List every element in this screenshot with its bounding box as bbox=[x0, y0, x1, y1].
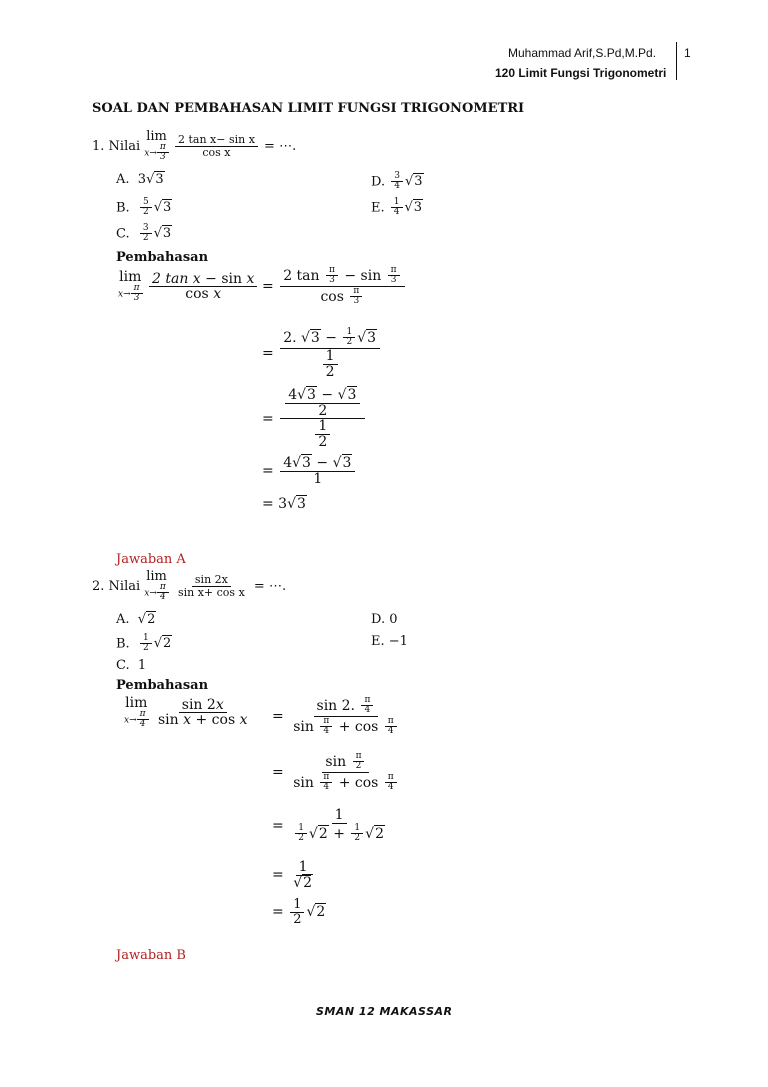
problem1-step5: = 3√3 bbox=[262, 496, 306, 512]
problem2-equals: = ⋯. bbox=[253, 578, 287, 594]
problem2-answer: Jawaban B bbox=[116, 948, 186, 963]
problem2-prompt: Nilai bbox=[108, 578, 141, 594]
header-author: Muhammad Arif,S.Pd,M.Pd. bbox=[508, 46, 657, 60]
problem1-question bbox=[92, 130, 296, 163]
problem2-solution-lhs: lim x→ $\frac{\pi}{4}$ $\frac{\sin 2x}{\text{sin x + cos x}}$ bbox=[124, 695, 248, 730]
page-number: 1 bbox=[684, 46, 691, 60]
problem2-step2: = sin $\frac{\pi}{2}$ sin $\frac{\pi}{4}$ + cos $\frac{\pi}{4}$ bbox=[272, 752, 404, 793]
page-title: SOAL DAN PEMBAHASAN LIMIT FUNGSI TRIGONOMETRI bbox=[92, 101, 525, 116]
problem1-number: 1. bbox=[92, 138, 105, 154]
problem1-prompt: Nilai bbox=[108, 138, 141, 154]
problem1-lim-sub: x→ $\frac{\pi}{3}$ bbox=[144, 143, 169, 163]
header-subtitle: 120 Limit Fungsi Trigonometri bbox=[495, 66, 667, 80]
problem2-option-d: D. 0 bbox=[371, 612, 398, 627]
problem2-option-c: C. 1 bbox=[116, 658, 147, 673]
problem1-expr-den: cos x bbox=[202, 145, 231, 159]
problem1-step4: = $\frac{4√3 - √3}{1}$ bbox=[262, 456, 357, 486]
footer-school: SMAN 12 MAKASSAR bbox=[316, 1005, 453, 1018]
problem1-option-b: B. $\frac{5}{2}$ √3 bbox=[116, 197, 172, 218]
problem1-option-e: E. $\frac{1}{4}$ √3 bbox=[371, 197, 423, 218]
problem1-option-c: C. $\frac{3}{2}$ √3 bbox=[116, 223, 172, 244]
problem1-expr-num: 2 tan x− sin x bbox=[175, 134, 258, 147]
problem2-option-a: A. √2 bbox=[116, 612, 156, 627]
problem2-expr-den: sin x+ cos x bbox=[177, 585, 245, 599]
problem1-step1: = 2 tan $\frac{\pi}{3}$ − sin $\frac{\pi}{3}$ cos $\frac{\pi}{3}$ bbox=[262, 266, 407, 307]
problem2-option-e: E. −1 bbox=[371, 634, 408, 649]
problem2-number: 2. bbox=[92, 578, 105, 594]
problem2-question: 2. Nilai lim x→ $\frac{\pi}{4}$ $\frac{\sin 2x}{\text{sin x+ cos x}}$ = ⋯. bbox=[92, 569, 287, 603]
problem1-step3: = $\frac{\frac{4√3 - √3}{2}}{\frac{1}{2}}$ bbox=[262, 388, 367, 450]
problem2-expr-num: sin 2x bbox=[192, 574, 231, 587]
problem1-solution-lhs: lim x→ $\frac{\pi}{3}$ $\frac{\text{2 tan x − sin x}}{\text{cos x}}$ bbox=[118, 270, 259, 304]
problem1-option-d: D. $\frac{3}{4}$ √3 bbox=[371, 171, 423, 192]
problem2-lim: lim bbox=[146, 569, 167, 584]
problem1-equals: = ⋯. bbox=[264, 138, 297, 154]
problem2-option-b: B. $\frac{1}{2}$ √2 bbox=[116, 633, 172, 654]
problem1-option-a: A. 3√3 bbox=[116, 172, 164, 187]
problem2-step3: = 1 $\frac{1}{2}$ √2 + $\frac{1}{2}$ √2 bbox=[272, 807, 384, 844]
problem2-step1: = sin 2. $\frac{\pi}{4}$ sin $\frac{\pi}{4}$ + cos $\frac{\pi}{4}$ bbox=[272, 696, 404, 737]
problem1-answer: Jawaban A bbox=[116, 552, 186, 567]
problem2-pembahasan-label: Pembahasan bbox=[116, 678, 209, 693]
header-divider bbox=[676, 42, 677, 80]
problem2-step4: = $\frac{1}{√2}$ bbox=[272, 859, 313, 891]
problem1-lim: lim bbox=[146, 129, 167, 144]
problem2-step5: = $\frac{1}{2}$ √2 bbox=[272, 897, 326, 927]
problem1-pembahasan-label: Pembahasan bbox=[116, 250, 209, 265]
problem1-step2: = 2. √3 − $\frac{1}{2}$ √3 $\frac{1}{2}$ bbox=[262, 328, 382, 379]
